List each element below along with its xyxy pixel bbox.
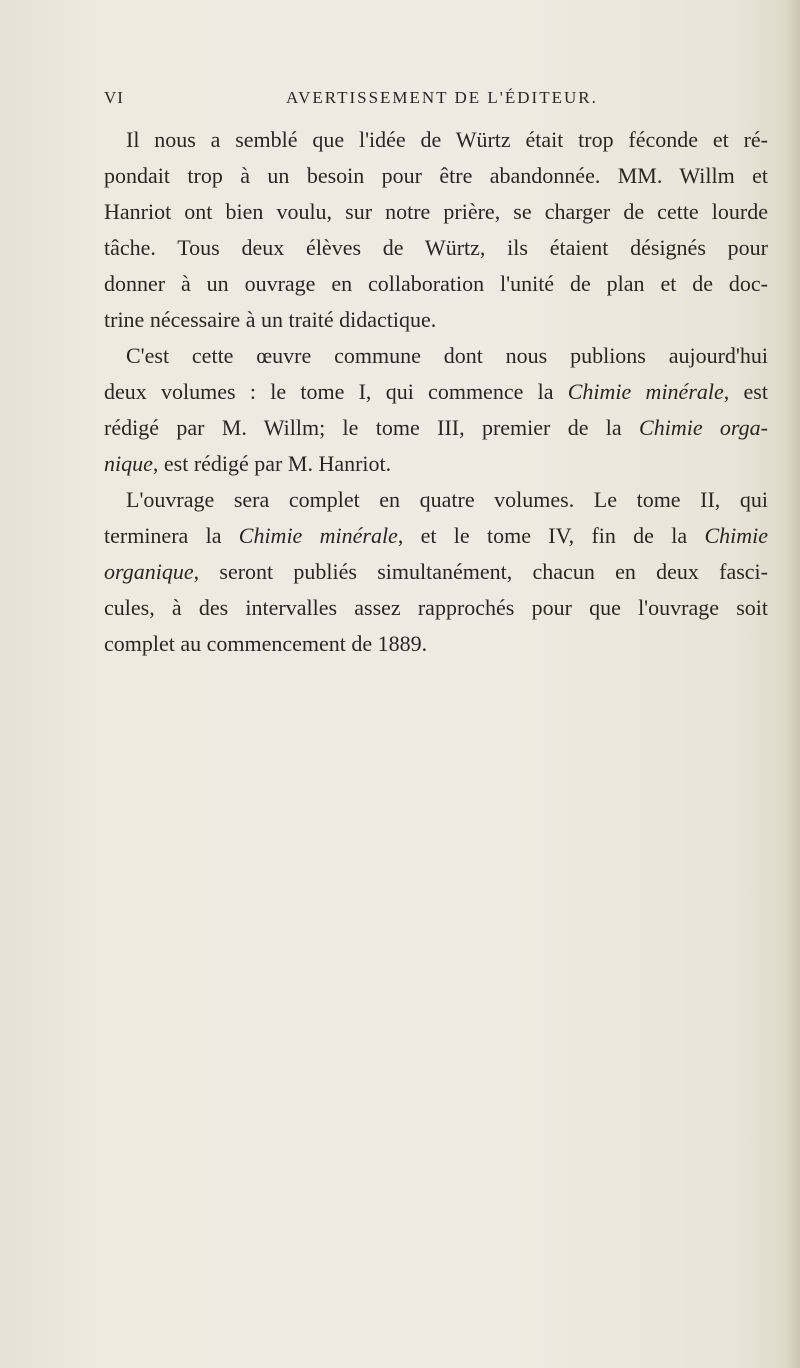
book-title: Chimie orga- <box>639 415 768 440</box>
running-title: AVERTISSEMENT DE L'ÉDITEUR. <box>286 88 598 107</box>
book-title: Chimie <box>704 523 768 548</box>
text-line: nique, est rédigé par M. Hanriot. <box>104 451 392 476</box>
text-line: terminera la Chimie minérale, et le tome IV, fin de la Chimie <box>104 523 768 548</box>
text-line: Il nous a semblé que l'idée de Würtz était trop féconde et ré- <box>126 127 768 152</box>
text-line: cules, à des intervalles assez rapprochés pour que l'ouvrage soit <box>104 595 768 620</box>
text-line: organique, seront publiés simultanément, chacun en deux fasci- <box>104 559 768 584</box>
text-line: donner à un ouvrage en collaboration l'unité de plan et de doc- <box>104 271 768 296</box>
running-header <box>104 88 764 112</box>
page-number: VI <box>104 88 124 107</box>
text-line: pondait trop à un besoin pour être abandonnée. MM. Willm et <box>104 163 768 188</box>
book-title: Chimie minérale <box>238 523 398 548</box>
text-line: tâche. Tous deux élèves de Würtz, ils étaient désignés pour <box>104 235 768 260</box>
book-title: Chimie minérale <box>567 379 724 404</box>
book-title: organique <box>104 559 194 584</box>
text-line: rédigé par M. Willm; le tome III, premier de la Chimie orga- <box>104 415 768 440</box>
text-line: C'est cette œuvre commune dont nous publions aujourd'hui <box>126 343 768 368</box>
text-line: complet au commencement de 1889. <box>104 631 428 656</box>
text-line: Hanriot ont bien voulu, sur notre prière, se charger de cette lourde <box>104 199 768 224</box>
book-title: nique <box>104 451 153 476</box>
text-line: L'ouvrage sera complet en quatre volumes. Le tome II, qui <box>126 487 768 512</box>
body-text <box>104 122 768 662</box>
text-line: trine nécessaire à un traité didactique. <box>104 307 437 332</box>
page-edge-shadow <box>786 0 800 1368</box>
text-line: deux volumes : le tome I, qui commence la Chimie minérale, est <box>104 379 768 404</box>
